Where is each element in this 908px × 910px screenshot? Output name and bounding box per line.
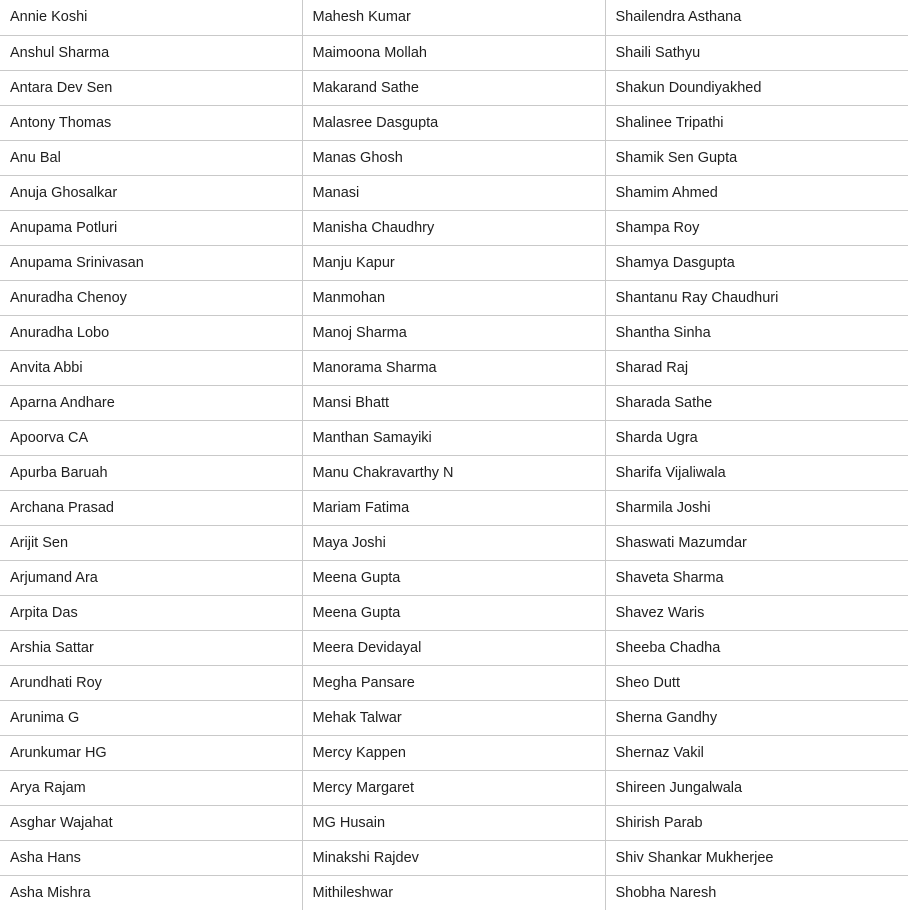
table-row bbox=[0, 735, 908, 770]
table-cell-name: Shantha Sinha bbox=[605, 315, 908, 350]
table-cell-name: Arundhati Roy bbox=[0, 665, 302, 700]
table-cell-name: Shaili Sathyu bbox=[605, 35, 908, 70]
table-cell-name: Anuradha Chenoy bbox=[0, 280, 302, 315]
table-cell-name: Shobha Naresh bbox=[605, 875, 908, 910]
table-cell-name: Shireen Jungalwala bbox=[605, 770, 908, 805]
table-cell-name: Sharmila Joshi bbox=[605, 490, 908, 525]
table-cell-name: Malasree Dasgupta bbox=[302, 105, 605, 140]
table-cell-name: Manu Chakravarthy N bbox=[302, 455, 605, 490]
table-row bbox=[0, 245, 908, 280]
table-cell-name: Manisha Chaudhry bbox=[302, 210, 605, 245]
table-cell-name: Manthan Samayiki bbox=[302, 420, 605, 455]
table-cell-name: Maimoona Mollah bbox=[302, 35, 605, 70]
table-row bbox=[0, 700, 908, 735]
table-row bbox=[0, 525, 908, 560]
table-cell-name: Anvita Abbi bbox=[0, 350, 302, 385]
table-row bbox=[0, 70, 908, 105]
table-cell-name: Asghar Wajahat bbox=[0, 805, 302, 840]
table-cell-name: Shamik Sen Gupta bbox=[605, 140, 908, 175]
table-cell-name: Anupama Potluri bbox=[0, 210, 302, 245]
table-cell-name: Antony Thomas bbox=[0, 105, 302, 140]
table-cell-name: Arijit Sen bbox=[0, 525, 302, 560]
table-row bbox=[0, 280, 908, 315]
table-cell-name: Antara Dev Sen bbox=[0, 70, 302, 105]
table-cell-name: Archana Prasad bbox=[0, 490, 302, 525]
table-cell-name: Apurba Baruah bbox=[0, 455, 302, 490]
table-cell-name: Arshia Sattar bbox=[0, 630, 302, 665]
table-row bbox=[0, 595, 908, 630]
table-cell-name: Minakshi Rajdev bbox=[302, 840, 605, 875]
table-cell-name: Asha Hans bbox=[0, 840, 302, 875]
table-cell-name: Shailendra Asthana bbox=[605, 0, 908, 35]
table-cell-name: Mahesh Kumar bbox=[302, 0, 605, 35]
table-row bbox=[0, 560, 908, 595]
table-cell-name: Anuradha Lobo bbox=[0, 315, 302, 350]
table-cell-name: Mithileshwar bbox=[302, 875, 605, 910]
table-cell-name: Sharifa Vijaliwala bbox=[605, 455, 908, 490]
table-cell-name: Sharad Raj bbox=[605, 350, 908, 385]
table-row bbox=[0, 175, 908, 210]
table-cell-name: Manorama Sharma bbox=[302, 350, 605, 385]
table-cell-name: Sherna Gandhy bbox=[605, 700, 908, 735]
table-cell-name: Sharada Sathe bbox=[605, 385, 908, 420]
table-cell-name: Meena Gupta bbox=[302, 595, 605, 630]
table-row bbox=[0, 210, 908, 245]
table-row bbox=[0, 315, 908, 350]
table-row bbox=[0, 385, 908, 420]
table-cell-name: Shalinee Tripathi bbox=[605, 105, 908, 140]
table-cell-name: Shaveta Sharma bbox=[605, 560, 908, 595]
table-row bbox=[0, 875, 908, 910]
table-cell-name: Sheeba Chadha bbox=[605, 630, 908, 665]
table-cell-name: MG Husain bbox=[302, 805, 605, 840]
table-cell-name: Apoorva CA bbox=[0, 420, 302, 455]
table-cell-name: Makarand Sathe bbox=[302, 70, 605, 105]
table-row bbox=[0, 420, 908, 455]
table-row bbox=[0, 665, 908, 700]
table-cell-name: Mercy Kappen bbox=[302, 735, 605, 770]
table-row bbox=[0, 630, 908, 665]
table-cell-name: Arya Rajam bbox=[0, 770, 302, 805]
table-cell-name: Aparna Andhare bbox=[0, 385, 302, 420]
table-row bbox=[0, 140, 908, 175]
table-cell-name: Anupama Srinivasan bbox=[0, 245, 302, 280]
table-cell-name: Mansi Bhatt bbox=[302, 385, 605, 420]
table-cell-name: Arunima G bbox=[0, 700, 302, 735]
table-cell-name: Manmohan bbox=[302, 280, 605, 315]
table-cell-name: Maya Joshi bbox=[302, 525, 605, 560]
table-cell-name: Anuja Ghosalkar bbox=[0, 175, 302, 210]
table-cell-name: Manju Kapur bbox=[302, 245, 605, 280]
table-row bbox=[0, 490, 908, 525]
table-cell-name: Megha Pansare bbox=[302, 665, 605, 700]
table-cell-name: Arjumand Ara bbox=[0, 560, 302, 595]
table-row bbox=[0, 35, 908, 70]
table-cell-name: Mehak Talwar bbox=[302, 700, 605, 735]
table-cell-name: Meera Devidayal bbox=[302, 630, 605, 665]
table-cell-name: Shamya Dasgupta bbox=[605, 245, 908, 280]
table-cell-name: Meena Gupta bbox=[302, 560, 605, 595]
table-cell-name: Shakun Doundiyakhed bbox=[605, 70, 908, 105]
table-cell-name: Sharda Ugra bbox=[605, 420, 908, 455]
table-cell-name: Anu Bal bbox=[0, 140, 302, 175]
table-row bbox=[0, 770, 908, 805]
table-cell-name: Shavez Waris bbox=[605, 595, 908, 630]
table-cell-name: Arpita Das bbox=[0, 595, 302, 630]
table-cell-name: Manoj Sharma bbox=[302, 315, 605, 350]
table-cell-name: Arunkumar HG bbox=[0, 735, 302, 770]
table-cell-name: Shernaz Vakil bbox=[605, 735, 908, 770]
table-row bbox=[0, 840, 908, 875]
table-cell-name: Manasi bbox=[302, 175, 605, 210]
table-cell-name: Manas Ghosh bbox=[302, 140, 605, 175]
table-cell-name: Mercy Margaret bbox=[302, 770, 605, 805]
table-cell-name: Annie Koshi bbox=[0, 0, 302, 35]
table-row bbox=[0, 350, 908, 385]
table-row bbox=[0, 805, 908, 840]
table-cell-name: Shantanu Ray Chaudhuri bbox=[605, 280, 908, 315]
table-cell-name: Shiv Shankar Mukherjee bbox=[605, 840, 908, 875]
table-row bbox=[0, 0, 908, 35]
table-row bbox=[0, 455, 908, 490]
table-cell-name: Shampa Roy bbox=[605, 210, 908, 245]
table-cell-name: Mariam Fatima bbox=[302, 490, 605, 525]
table-cell-name: Anshul Sharma bbox=[0, 35, 302, 70]
table-row bbox=[0, 105, 908, 140]
table-cell-name: Sheo Dutt bbox=[605, 665, 908, 700]
table-cell-name: Shamim Ahmed bbox=[605, 175, 908, 210]
table-cell-name: Shaswati Mazumdar bbox=[605, 525, 908, 560]
table-cell-name: Asha Mishra bbox=[0, 875, 302, 910]
table-cell-name: Shirish Parab bbox=[605, 805, 908, 840]
